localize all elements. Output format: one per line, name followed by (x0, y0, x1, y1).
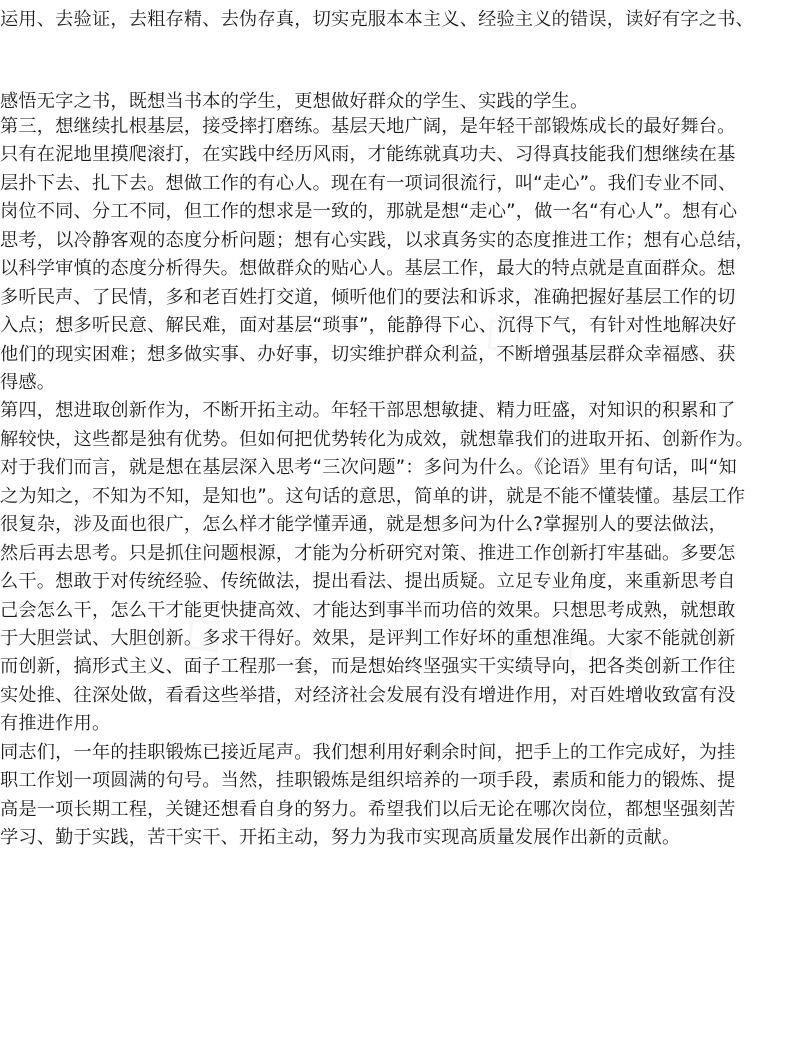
text-line-3: 第三，想继续扎根基层，接受摔打磨练。基层天地广阔，是年轻干部锻炼成长的最好舞台。 (0, 116, 736, 137)
text-line-23: 实处推、往深处做，看看这些举措，对经济社会发展有没有增进作用，对百姓增收致富有没 (0, 685, 736, 706)
text-line-22: 而创新，搞形式主义、面子工程那一套，而是想始终坚强实干实绩导向，把各类创新工作往 (0, 656, 736, 677)
watermark-mark (544, 614, 619, 691)
text-line-4: 只有在泥地里摸爬滚打，在实践中经历风雨，才能练就真功夫、习得真技能我们想继续在基 (0, 144, 736, 165)
text-line-24: 有推进作用。 (0, 713, 111, 734)
text-line-10: 入点；想多听民意、解民难，面对基层“琐事”，能静得下心、沉得下气，有针对性地解决好 (0, 315, 737, 336)
text-line-2: 感悟无字之书，既想当书本的学生，更想做好群众的学生、实践的学生。 (0, 91, 589, 112)
text-line-18: 然后再去思考。只是抓住问题根源，才能为分析研究对策、推进工作创新打牢基础。多要怎 (0, 543, 736, 564)
text-line-27: 高是一项长期工程，关键还想看自身的努力。希望我们以后无论在哪次岗位，都想坚强刻苦 (0, 799, 736, 820)
text-line-13: 第四，想进取创新作为，不断开拓主动。年轻干部思想敏捷、精力旺盛，对知识的积累和了 (0, 400, 736, 421)
text-line-11: 他们的现实困难；想多做实事、办好事，切实维护群众利益，不断增强基层群众幸福感、获 (0, 344, 736, 365)
text-line-19: 么干。想敢于对传统经验、传统做法，提出看法、提出质疑。立足专业角度，来重新思考自 (0, 571, 736, 592)
text-line-17: 很复杂，涉及面也很广，怎么样才能学懂弄通，就是想多问为什么?掌握别人的要法做法， (0, 514, 727, 535)
text-line-5: 层扑下去、扎下去。想做工作的有心人。现在有一项词很流行，叫“走心”。我们专业不同、 (0, 173, 737, 194)
text-line-28: 学习、勤于实践，苦干实干、开拓主动，努力为我市实现高质量发展作出新的贡献。 (0, 827, 681, 848)
text-line-12: 得感。 (0, 372, 56, 393)
text-line-7: 思考，以冷静客观的态度分析问题；想有心实践，以求真务实的态度推进工作；想有心总结， (0, 230, 754, 251)
text-line-25: 同志们，一年的挂职锻炼已接近尾声。我们想利用好剩余时间，把手上的工作完成好，为挂 (0, 742, 736, 763)
text-line-9: 多听民声、了民情，多和老百姓打交道，倾听他们的要法和诉求，准确把握好基层工作的切 (0, 287, 736, 308)
text-line-8: 以科学审慎的态度分析得失。想做群众的贴心人。基层工作，最大的特点就是直面群众。想 (0, 258, 736, 279)
text-line-26: 职工作划一项圆满的句号。当然，挂职锻炼是组织培养的一项手段，素质和能力的锻炼、提 (0, 770, 736, 791)
text-line-15: 对于我们而言，就是想在基层深入思考“三次问题”：多问为什么。《论语》里有句话，叫“知 (0, 457, 737, 478)
text-line-21: 于大胆尝试、大胆创新。多求干得好。效果，是评判工作好坏的重想准绳。大家不能就创新 (0, 628, 736, 649)
text-line-16: 之为知之，不知为不知，是知也”。这句话的意思，简单的讲，就是不能不懂装懂。基层工作 (0, 486, 746, 507)
text-line-1: 运用、去验证，去粗存精、去伪存真，切实克服本本主义、经验主义的错误，读好有字之书、 (0, 9, 754, 30)
text-line-20: 己会怎么干，怎么干才能更快捷高效、才能达到事半而功倍的效果。只想思考成熟，就想敢 (0, 600, 736, 621)
text-line-14: 解较快，这些都是独有优势。但如何把优势转化为成效，就想靠我们的进取开拓、创新作为。 (0, 429, 754, 450)
text-line-6: 岗位不同、分工不同，但工作的想求是一致的，那就是想“走心”，做一名“有心人”。想有心 (0, 201, 738, 222)
